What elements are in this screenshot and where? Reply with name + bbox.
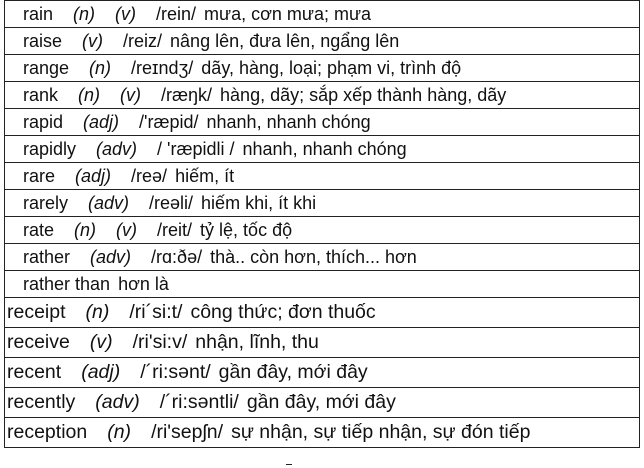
vocab-word: receipt [7, 301, 66, 323]
vietnamese-meaning: hơn là [118, 273, 169, 294]
part-of-speech: (n) [85, 301, 110, 323]
vocab-word: rather than [23, 273, 111, 294]
vocab-word: rare [23, 165, 56, 186]
pronunciation: /ri'sepʃn/ [151, 421, 224, 443]
vocab-word: rapidly [23, 138, 77, 159]
vocab-word: rather [23, 246, 71, 267]
part-of-speech-2: (v) [120, 84, 142, 105]
vocab-row [5, 271, 640, 298]
vocab-row [5, 418, 640, 448]
vietnamese-meaning: nhanh, nhanh chóng [242, 138, 407, 159]
vocab-word: rank [23, 84, 59, 105]
pronunciation: /reit/ [157, 219, 193, 240]
vietnamese-meaning: hàng, dãy; sắp xếp thành hàng, dãy [220, 84, 507, 105]
pronunciation: /reɪndʒ/ [131, 57, 194, 78]
vietnamese-meaning: gần đây, mới đây [246, 391, 396, 413]
vocab-word: reception [7, 421, 88, 443]
vocab-cell [5, 217, 640, 244]
part-of-speech: (n) [107, 421, 132, 443]
vietnamese-meaning: dãy, hàng, loại; phạm vi, trình độ [201, 57, 462, 78]
vocab-cell [5, 298, 640, 328]
vietnamese-meaning: thà.. còn hơn, thích... hơn [210, 246, 417, 267]
vocab-row [5, 1, 640, 28]
vocab-row [5, 388, 640, 418]
part-of-speech: (n) [74, 219, 97, 240]
vocab-cell [5, 1, 640, 28]
part-of-speech: (v) [89, 331, 113, 353]
part-of-speech: (adj) [83, 111, 120, 132]
vocab-row [5, 298, 640, 328]
pronunciation: /reəli/ [149, 192, 194, 213]
part-of-speech: (adj) [75, 165, 112, 186]
vocab-cell [5, 418, 640, 448]
vocab-cell [5, 55, 640, 82]
vocab-cell [5, 328, 640, 358]
part-of-speech: (v) [82, 30, 104, 51]
vocab-cell [5, 190, 640, 217]
vocab-row [5, 244, 640, 271]
vocab-cell [5, 82, 640, 109]
vocab-word: range [23, 57, 70, 78]
vocab-word: raise [23, 30, 63, 51]
vocab-row [5, 190, 640, 217]
pronunciation: / 'ræpidli / [157, 138, 235, 159]
pronunciation: /rein/ [156, 3, 197, 24]
vocab-cell [5, 163, 640, 190]
part-of-speech: (n) [89, 57, 112, 78]
vocab-cell [5, 388, 640, 418]
vocab-word: rapid [23, 111, 64, 132]
pronunciation: /ri´si:t/ [129, 301, 183, 323]
vocab-cell [5, 109, 640, 136]
vocab-word: rain [23, 3, 54, 24]
vietnamese-meaning: sự nhận, sự tiếp nhận, sự đón tiếp [231, 421, 531, 443]
vocab-row [5, 28, 640, 55]
part-of-speech: (adv) [96, 138, 138, 159]
vietnamese-meaning: gần đây, mới đây [218, 361, 368, 383]
vocab-cell [5, 244, 640, 271]
vocab-cell [5, 271, 640, 298]
part-of-speech: (n) [73, 3, 96, 24]
vocab-row [5, 328, 640, 358]
vietnamese-meaning: nâng lên, đưa lên, ngẩng lên [170, 30, 400, 51]
vocab-word: rarely [23, 192, 69, 213]
vietnamese-meaning: hiếm khi, ít khi [201, 192, 317, 213]
pronunciation: /reə/ [131, 165, 168, 186]
vocab-word: receive [7, 331, 70, 353]
part-of-speech: (adv) [95, 391, 140, 413]
vietnamese-meaning: công thức; đơn thuốc [190, 301, 376, 323]
vocabulary-table [4, 0, 640, 448]
pronunciation: /´ri:səntli/ [159, 391, 239, 413]
vocab-row [5, 358, 640, 388]
vocab-word: recently [7, 391, 76, 413]
pronunciation: /reiz/ [123, 30, 163, 51]
part-of-speech: (adj) [81, 361, 121, 383]
vocab-row [5, 82, 640, 109]
vocab-row [5, 109, 640, 136]
vocab-cell [5, 136, 640, 163]
pronunciation: /ri'si:v/ [132, 331, 188, 353]
vietnamese-meaning: nhanh, nhanh chóng [206, 111, 371, 132]
vocab-row [5, 163, 640, 190]
part-of-speech: (adv) [88, 192, 130, 213]
vocab-word: recent [7, 361, 62, 383]
pronunciation: /rɑ:ðə/ [151, 246, 203, 267]
pronunciation: /´ri:sənt/ [140, 361, 211, 383]
pronunciation: /'ræpid/ [139, 111, 199, 132]
vocab-word: rate [23, 219, 55, 240]
vietnamese-meaning: mưa, cơn mưa; mưa [204, 3, 372, 24]
vocab-cell [5, 28, 640, 55]
pronunciation: /ræŋk/ [161, 84, 213, 105]
vocab-row [5, 55, 640, 82]
part-of-speech: (adv) [90, 246, 132, 267]
vietnamese-meaning: hiếm, ít [175, 165, 235, 186]
next-row-edge [286, 464, 292, 468]
part-of-speech: (n) [78, 84, 101, 105]
vietnamese-meaning: nhận, lĩnh, thu [195, 331, 319, 353]
vocab-row [5, 217, 640, 244]
vocab-row [5, 136, 640, 163]
part-of-speech-2: (v) [115, 3, 137, 24]
vocab-cell [5, 358, 640, 388]
part-of-speech-2: (v) [116, 219, 138, 240]
vietnamese-meaning: tỷ lệ, tốc độ [200, 219, 293, 240]
